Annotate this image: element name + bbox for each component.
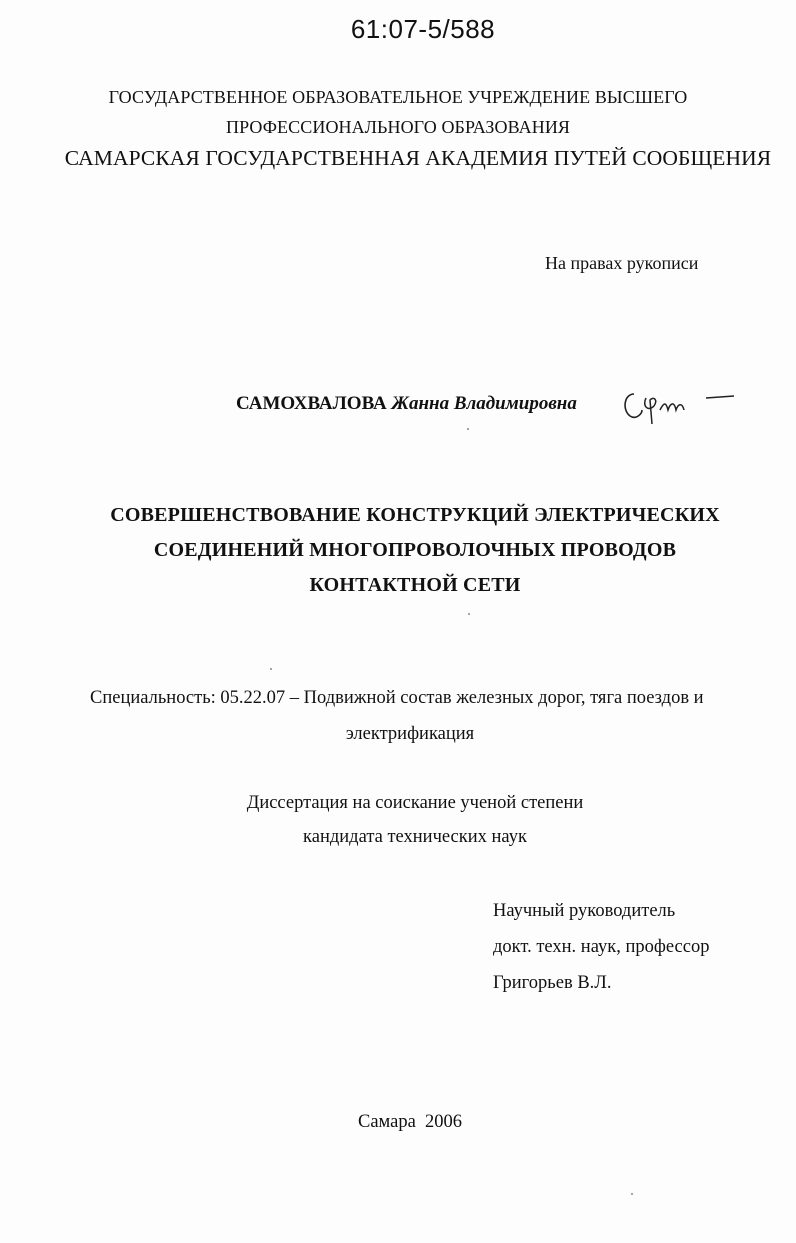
title-line-1: СОВЕРШЕНСТВОВАНИЕ КОНСТРУКЦИЙ ЭЛЕКТРИЧЕСКИХ [110,504,720,526]
institution-line-1: ГОСУДАРСТВЕННОЕ ОБРАЗОВАТЕЛЬНОЕ УЧРЕЖДЕНИЕ ВЫСШЕГО [108,87,688,107]
author-given-names: Жанна Владимировна [391,393,577,414]
specialty-line-2: электрификация [345,724,475,744]
manuscript-note: На правах рукописи [545,253,699,273]
scan-speck [270,668,272,670]
supervisor-name: Григорьев В.Л. [493,973,612,993]
supervisor-degree: докт. техн. наук, профессор [493,937,710,957]
supervisor-block [493,893,709,1001]
author-name [236,393,577,415]
specialty-line-1: Специальность: 05.22.07 – Подвижной состав железных дорог, тяга поездов и [90,688,704,708]
city-year: Самара 2006 [358,1112,463,1132]
institution-line-3: САМАРСКАЯ ГОСУДАРСТВЕННАЯ АКАДЕМИЯ ПУТЕЙ СООБЩЕНИЯ [64,146,772,170]
scan-speck [468,613,470,615]
handwritten-signature [620,380,740,435]
scan-speck [467,428,469,430]
title-line-3: КОНТАКТНОЙ СЕТИ [309,574,521,596]
scan-speck [631,1193,633,1195]
title-line-2: СОЕДИНЕНИЙ МНОГОПРОВОЛОЧНЫХ ПРОВОДОВ [153,539,677,561]
institution-line-2: ПРОФЕССИОНАЛЬНОГО ОБРАЗОВАНИЯ [225,117,571,137]
degree-line-2: кандидата технических наук [303,827,527,847]
author-surname: САМОХВАЛОВА [236,393,387,414]
dissertation-title [0,498,796,603]
degree-statement [0,786,796,854]
degree-line-1: Диссертация на соискание ученой степени [246,793,584,813]
archive-code: 61:07-5/588 [350,14,496,44]
supervisor-role: Научный руководитель [493,901,676,921]
institution-header [0,82,796,174]
specialty [90,680,790,752]
